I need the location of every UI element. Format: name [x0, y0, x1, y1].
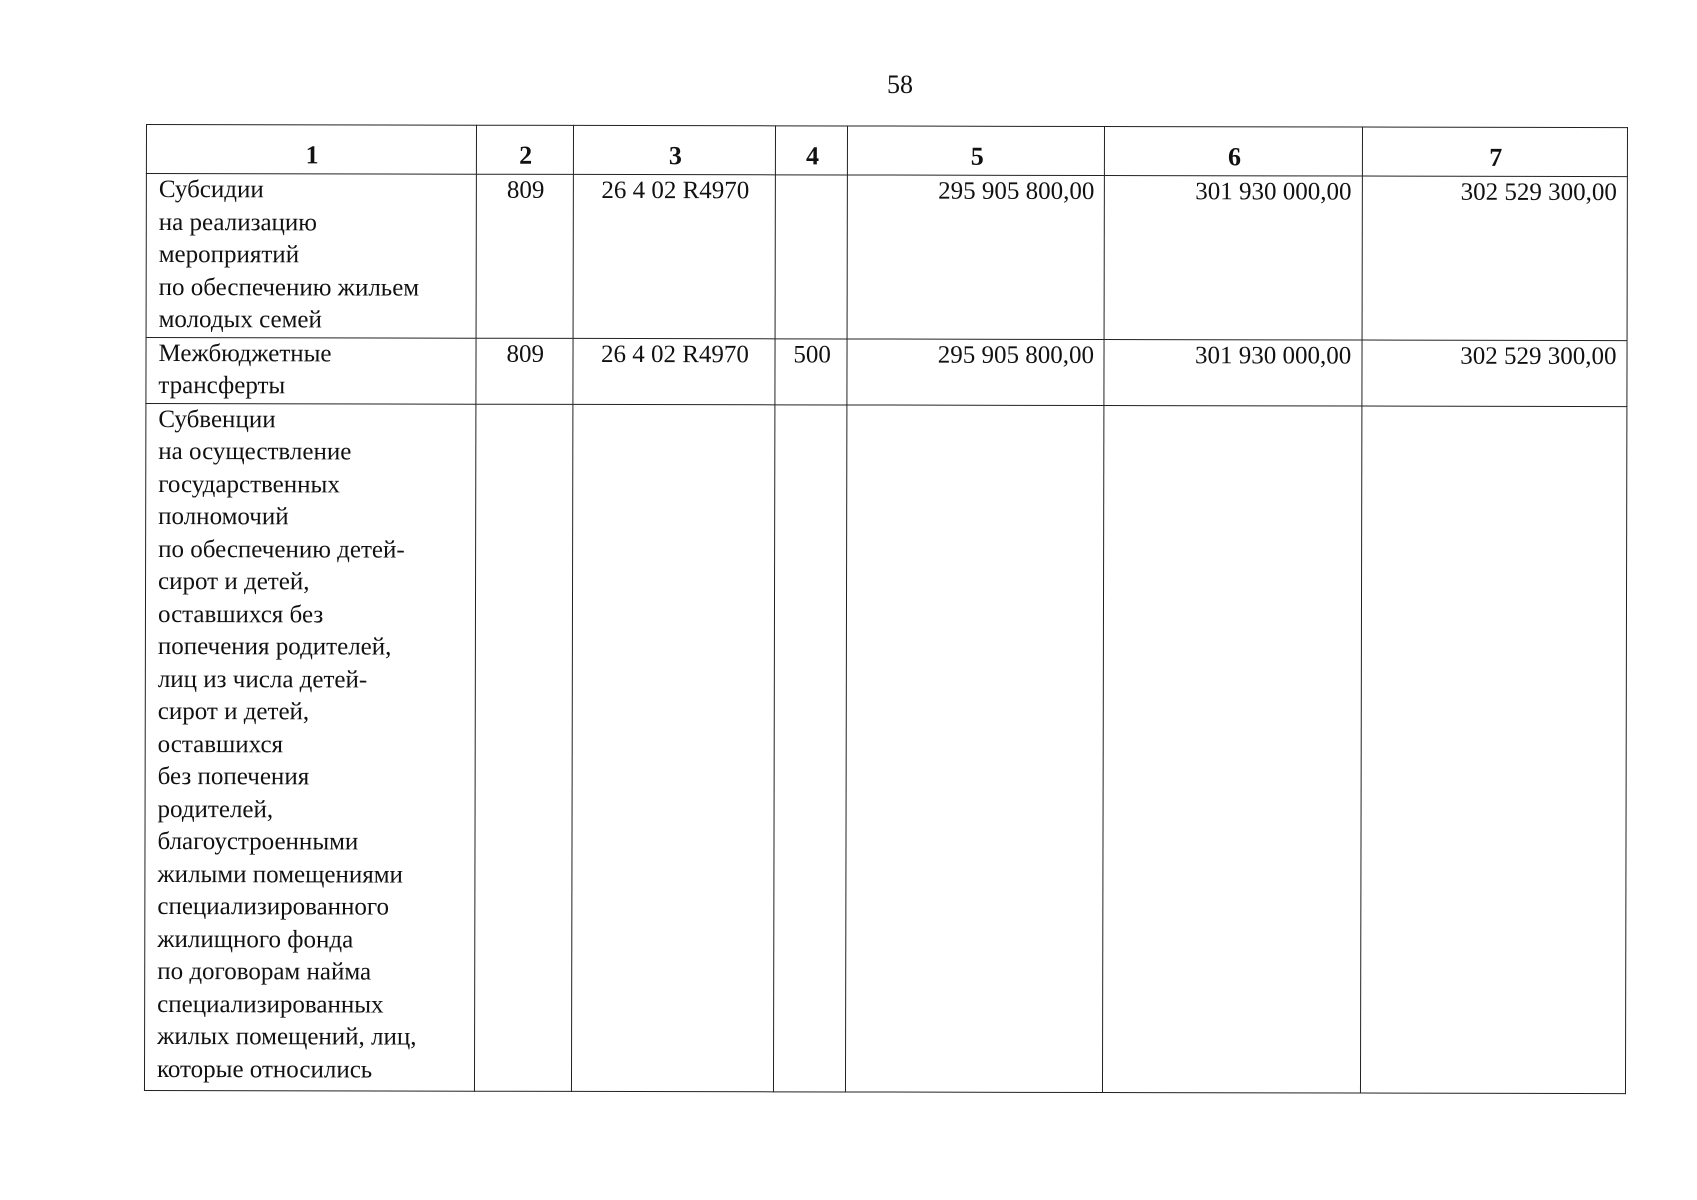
header-cell-7: 7: [1362, 127, 1627, 177]
row-type-cell: 500: [775, 338, 847, 404]
header-cell-3: 3: [573, 125, 775, 174]
row-type-cell: [773, 404, 847, 1091]
table-row: [146, 337, 1627, 406]
header-cell-4: 4: [775, 126, 847, 175]
row-code-cell: [474, 404, 573, 1091]
row-amount-7-cell: 302 529 300,00: [1362, 340, 1627, 407]
row-name-cell: Межбюджетные трансферты: [146, 337, 476, 404]
budget-table: [144, 124, 1628, 1094]
row-code-cell: 809: [476, 174, 574, 338]
row-name-cell: Субсидии на реализацию мероприятий по обеспечению жильем молодых семей: [146, 174, 476, 338]
table-header-row: [146, 125, 1627, 177]
row-amount-6-cell: 301 930 000,00: [1105, 176, 1363, 340]
row-classifier-cell: 26 4 02 R4970: [573, 338, 775, 404]
row-type-cell: [775, 175, 848, 339]
header-cell-2: 2: [476, 125, 574, 174]
row-code-cell: 809: [475, 338, 573, 404]
row-amount-7-cell: 302 529 300,00: [1362, 176, 1628, 340]
table-row: [144, 403, 1626, 1093]
row-amount-6-cell: 301 930 000,00: [1104, 339, 1361, 406]
page-number: 58: [887, 70, 913, 99]
header-cell-1: 1: [146, 125, 476, 175]
row-classifier-cell: 26 4 02 R4970: [573, 174, 775, 338]
header-cell-6: 6: [1105, 127, 1362, 177]
row-amount-5-cell: [846, 404, 1105, 1092]
row-name-cell: Субвенции на осуществление государственных полномочий по обеспечению детей- сирот и детей, оставшихся без попечения родителей, лиц из числа детей- сирот и детей, оставшихся без попечения родителей, благоустроенными жилыми помещениями специализированного жилищного фонда по договорам найма специализированных жилых помещений, лиц, которые относились: [144, 403, 475, 1091]
row-amount-5-cell: 295 905 800,00: [847, 175, 1105, 339]
row-amount-7-cell: [1360, 406, 1627, 1094]
table-row: [146, 174, 1627, 341]
row-amount-5-cell: 295 905 800,00: [847, 338, 1104, 405]
row-amount-6-cell: [1103, 405, 1362, 1093]
header-cell-5: 5: [848, 126, 1105, 176]
row-classifier-cell: [571, 404, 774, 1091]
